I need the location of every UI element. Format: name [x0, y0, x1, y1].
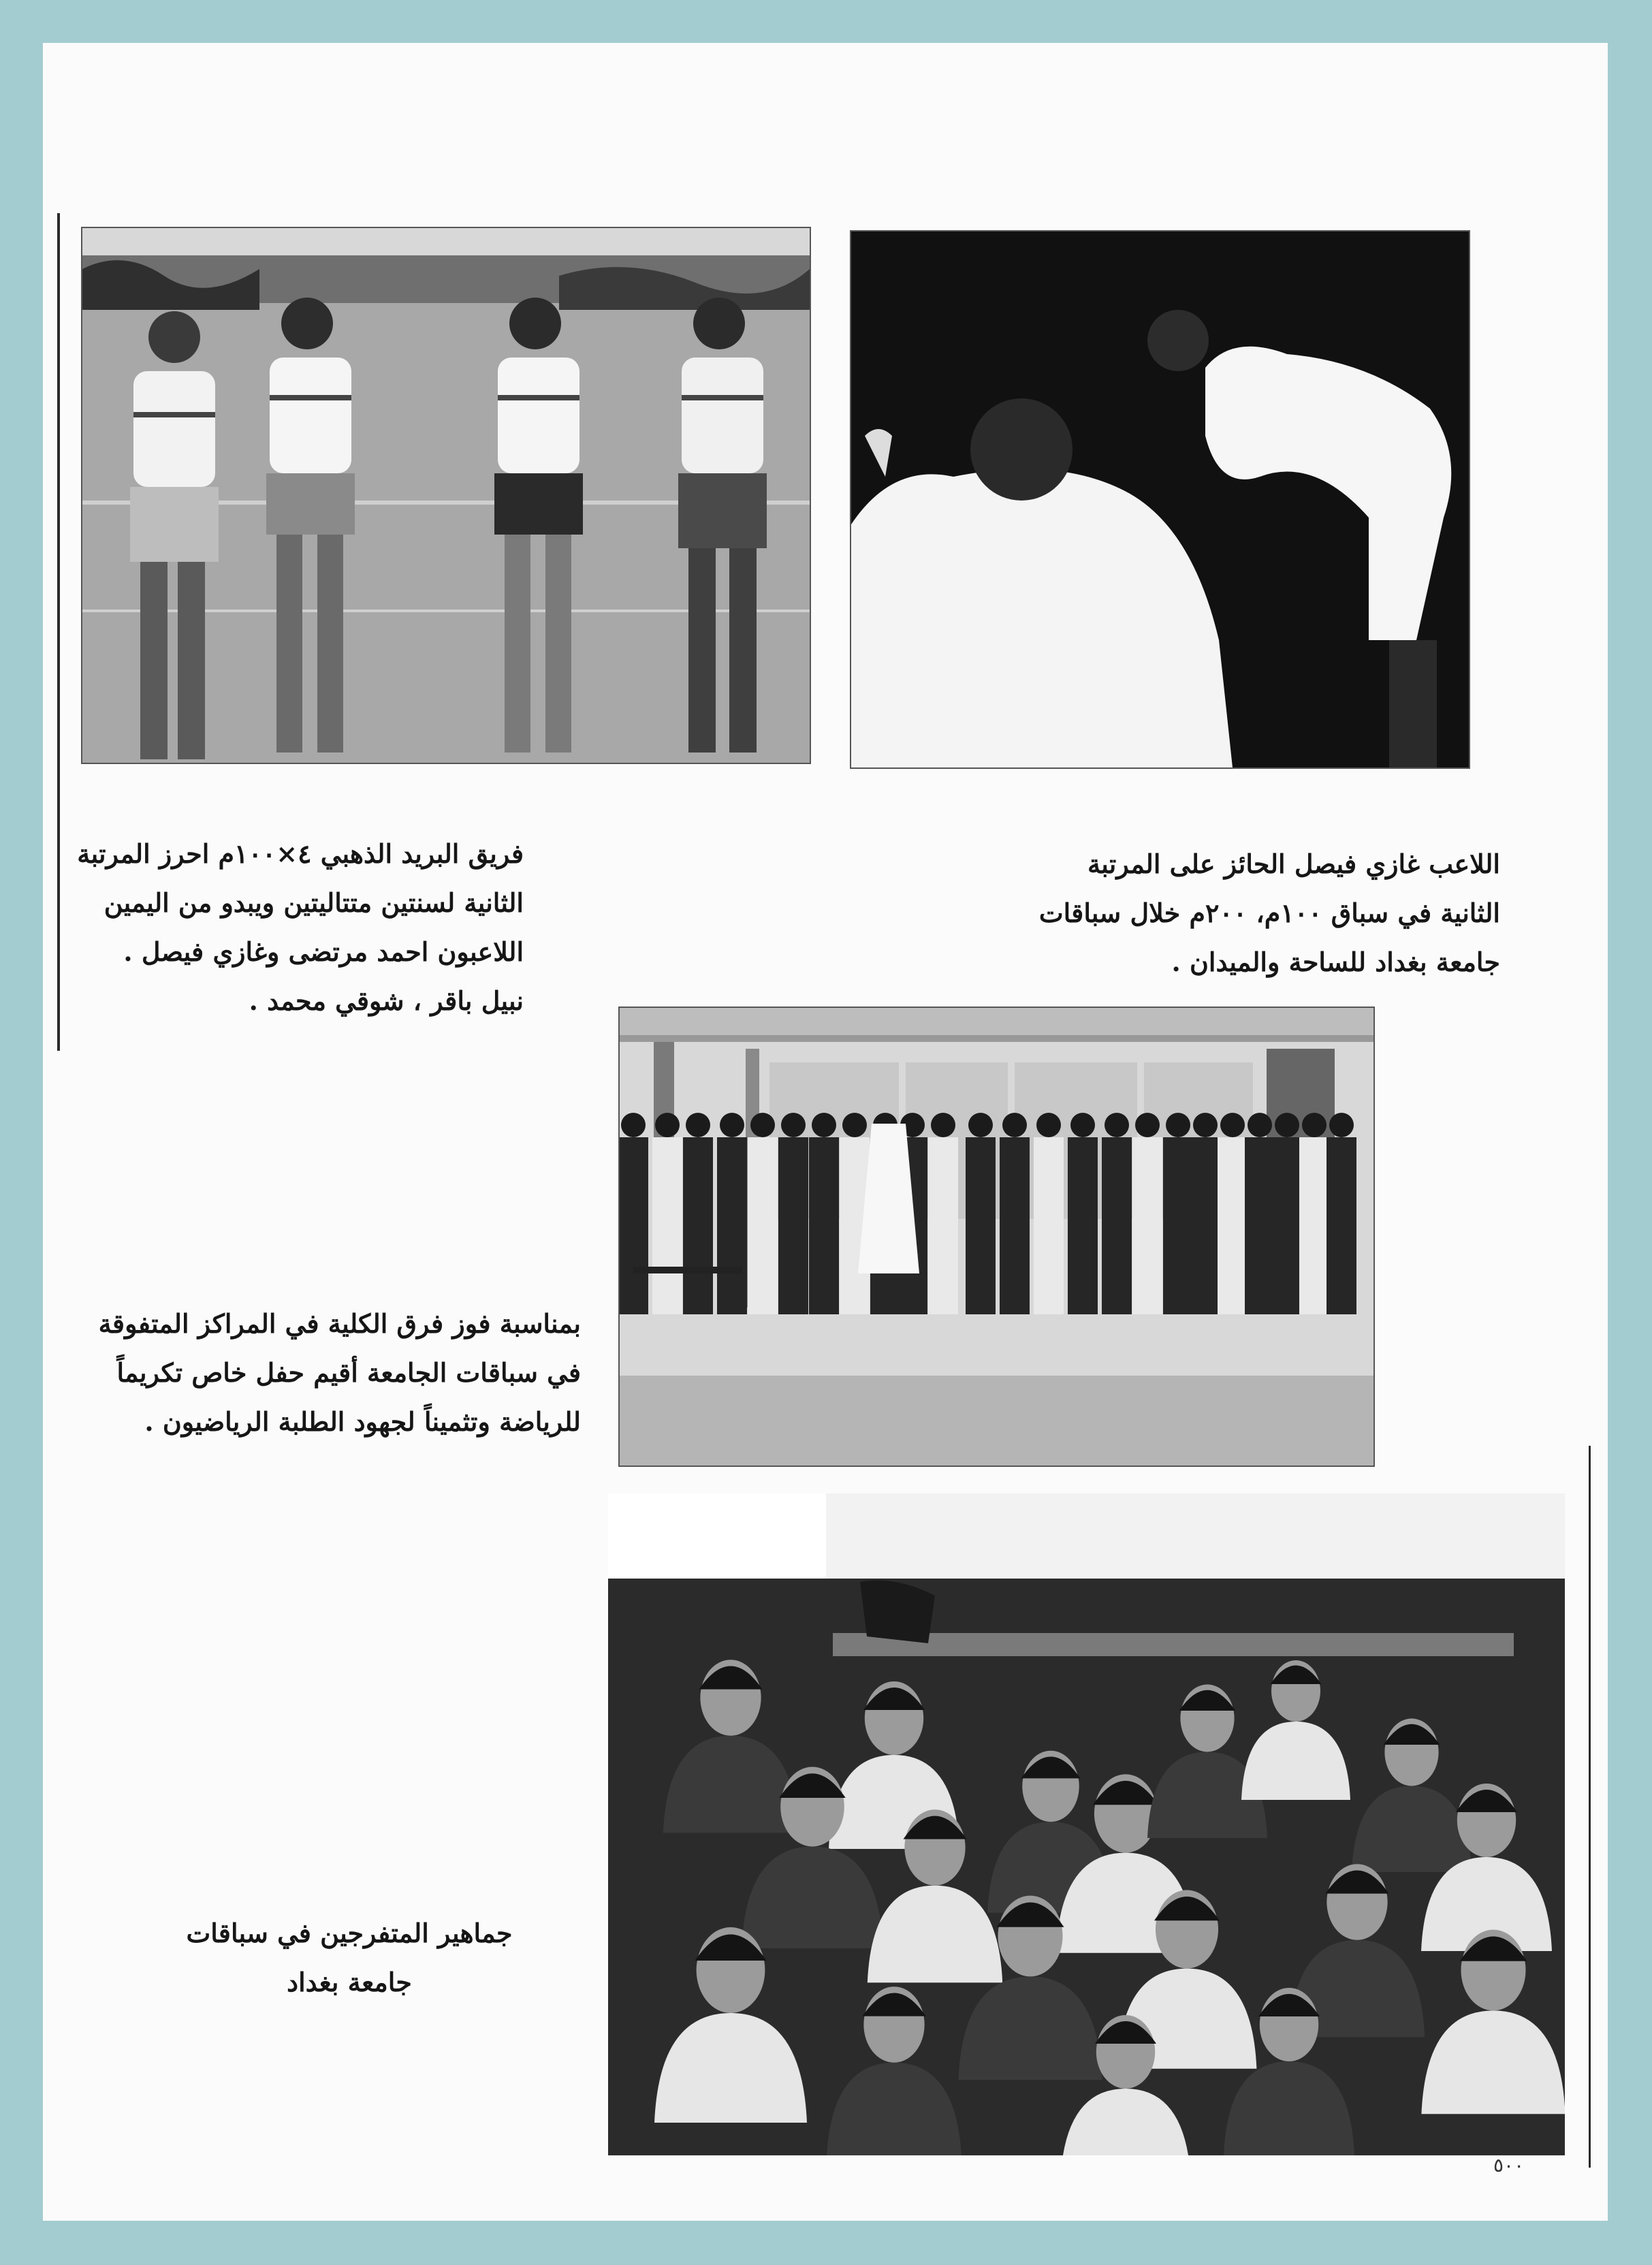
relay-team-caption-line: فريق البريد الذهبي ٤×١٠٠م احرز المرتبة: [77, 838, 524, 869]
celebration-caption-line: في سباقات الجامعة أقيم حفل خاص تكريماً: [116, 1357, 581, 1388]
ghazi-faisal-caption-line: جامعة بغداد للساحة والميدان .: [1171, 947, 1500, 977]
ghazi-faisal-caption: [1023, 840, 1500, 987]
celebration-caption-line: للرياضة وتثميناً لجهود الطلبة الرياضيون .: [144, 1406, 581, 1437]
spectators-caption-line: جامعة بغداد: [287, 1967, 412, 1997]
page-number: ٥٠٠: [1493, 2154, 1525, 2176]
celebration-caption: [98, 1299, 581, 1446]
spectators-photo: [608, 1493, 1565, 2155]
ghazi-faisal-photo: [850, 230, 1470, 769]
spectators-caption: [179, 1909, 520, 2007]
relay-team-caption-line: الثانية لسنتين متتاليتين ويبدو من اليمين: [104, 887, 524, 918]
page-right-edge: [1589, 1446, 1591, 2168]
spectators-caption-line: جماهير المتفرجين في سباقات: [186, 1918, 513, 1948]
ghazi-faisal-caption-line: الثانية في سباق ١٠٠م، ٢٠٠م خلال سباقات: [1038, 898, 1500, 928]
relay-team-caption-line: اللاعبون احمد مرتضى وغازي فيصل .: [123, 936, 524, 967]
relay-team-photo: [81, 227, 811, 764]
relay-team-caption-line: نبيل باقر ، شوقي محمد .: [249, 985, 524, 1016]
celebration-photo: [618, 1007, 1375, 1467]
ghazi-faisal-caption-line: اللاعب غازي فيصل الحائز على المرتبة: [1087, 849, 1500, 879]
scanned-page: [43, 43, 1608, 2221]
celebration-caption-line: بمناسبة فوز فرق الكلية في المراكز المتفوقة: [98, 1308, 581, 1339]
page-left-edge: [57, 213, 60, 1051]
relay-team-caption: [77, 829, 524, 1026]
